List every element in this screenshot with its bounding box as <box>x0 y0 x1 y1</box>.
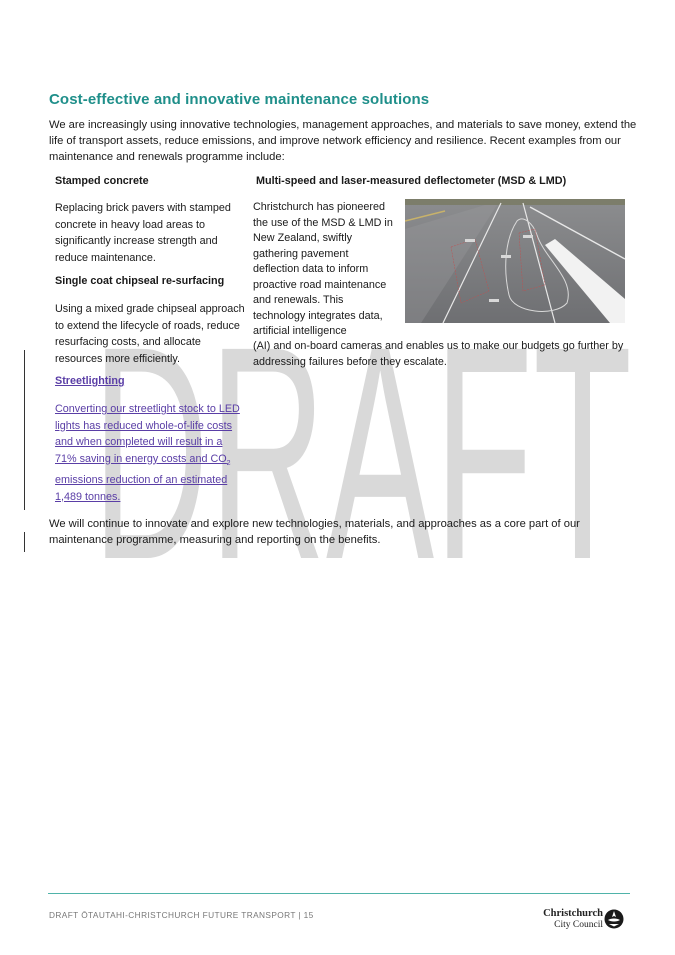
road-deflection-image <box>405 199 625 323</box>
streetlighting-text-before: Converting our streetlight stock to LED lights has reduced whole-of-life costs and when completed will result in a 71% saving in energy costs and CO <box>55 403 240 465</box>
logo-text-line1: Christchurch <box>543 908 603 919</box>
streetlighting-text-after: emissions reduction of an estimated 1,489 tonnes. <box>55 474 228 503</box>
chipseal-heading: Single coat chipseal re-surfacing <box>55 275 225 287</box>
streetlighting-text[interactable] <box>55 401 247 505</box>
section-title: Cost-effective and innovative maintenance solutions <box>49 91 430 108</box>
footer-label: DRAFT ŌTAUTAHI-CHRISTCHURCH FUTURE TRANSPORT <box>49 910 296 920</box>
council-logo-icon <box>604 909 624 929</box>
streetlighting-link[interactable]: Streetlighting <box>55 375 125 387</box>
footer-rule <box>48 893 630 894</box>
stamped-concrete-heading: Stamped concrete <box>55 175 149 187</box>
revision-bar <box>24 350 25 510</box>
co2-subscript: 2 <box>226 459 231 467</box>
chipseal-text: Using a mixed grade chipseal approach to extend the lifecycle of roads, reduce resurfacing costs, and allocate resources more efficiently. <box>55 303 245 365</box>
page-number: 15 <box>303 910 314 920</box>
deflectometer-text-full: (AI) and on-board cameras and enables us to make our budgets go further by addressing failures before they escalate. <box>253 340 624 368</box>
revision-bar <box>24 532 25 552</box>
deflectometer-text-wrapped: Christchurch has pioneered the use of the MSD & LMD in New Zealand, swiftly gathering pavement deflection data to inform proactive road maintenance and renewals. This technology integrates data, artificial intelligence <box>253 201 393 337</box>
deflectometer-heading: Multi-speed and laser-measured deflectometer (MSD & LMD) <box>256 175 567 187</box>
stamped-concrete-text: Replacing brick pavers with stamped concrete in heavy load areas to significantly increase strength and reduce maintenance. <box>55 202 231 264</box>
closing-paragraph: We will continue to innovate and explore new technologies, materials, and approaches as a core part of our maintenance programme, measuring and reporting on the benefits. <box>49 518 580 546</box>
logo-text-line2: City Council <box>554 920 603 930</box>
section-intro: We are increasingly using innovative technologies, management approaches, and materials to save money, extend the life of transport assets, reduce emissions, and improve network efficiency and resilience. Recent examples from our maintenance and renewals programme include: <box>49 119 637 164</box>
footer-text <box>49 910 314 920</box>
council-logo <box>538 906 628 932</box>
footer-separator: | <box>295 910 304 920</box>
watermark-text: DRAFT <box>92 326 632 566</box>
